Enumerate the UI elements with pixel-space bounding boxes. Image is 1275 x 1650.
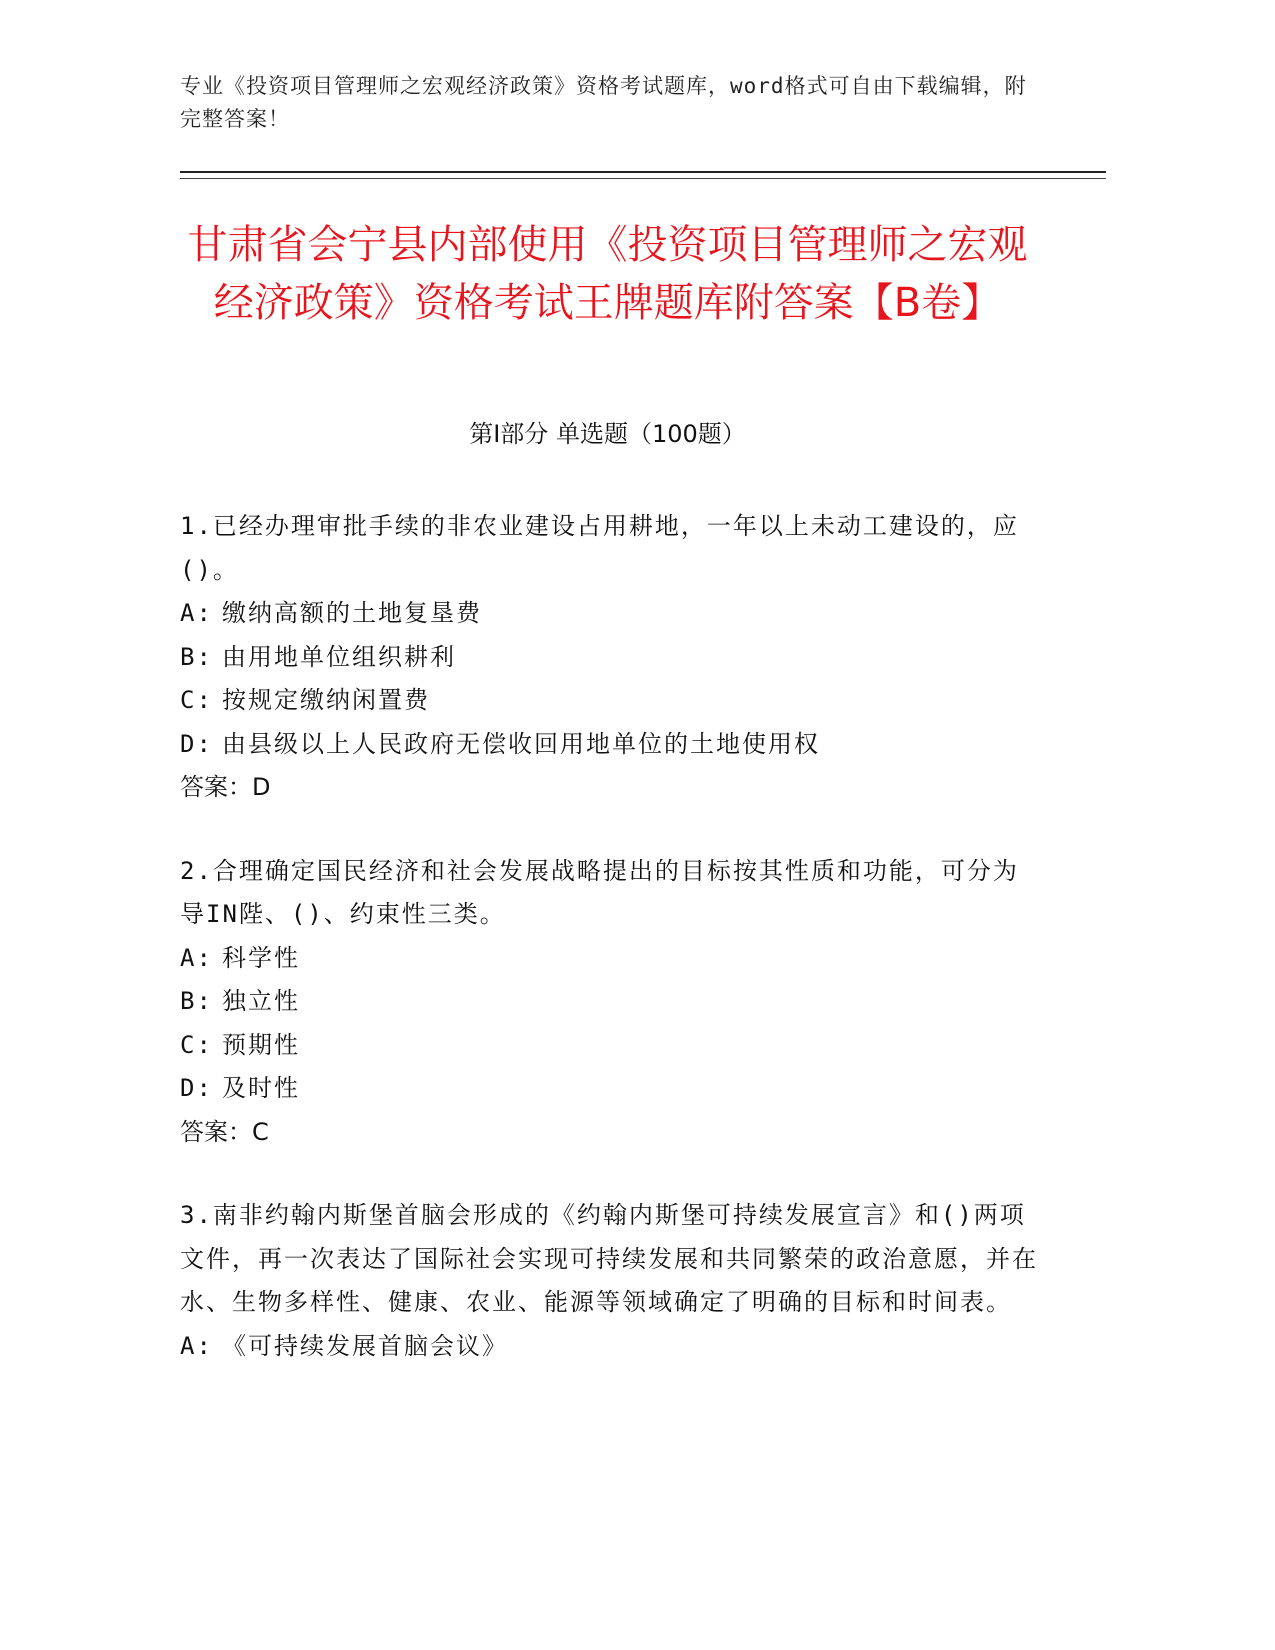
option-text: 及时性 bbox=[222, 1074, 300, 1102]
option-letter: C: bbox=[180, 1030, 213, 1059]
option-letter: B: bbox=[180, 642, 213, 671]
question-2 bbox=[180, 850, 1040, 1155]
option-d bbox=[180, 723, 1040, 767]
option-b bbox=[180, 980, 1040, 1024]
section-heading: 第I部分 单选题（100题） bbox=[469, 420, 746, 448]
header-divider-thick bbox=[180, 171, 1106, 173]
option-text: 由用地单位组织耕利 bbox=[222, 642, 456, 671]
answer-line: 答案：D bbox=[180, 773, 271, 801]
option-text: 独立性 bbox=[222, 987, 300, 1015]
question-3 bbox=[180, 1194, 1040, 1368]
question-1 bbox=[180, 505, 1040, 810]
option-letter: C: bbox=[180, 686, 213, 714]
option-a bbox=[180, 1325, 1040, 1369]
option-c bbox=[180, 1024, 1040, 1068]
option-text: 按规定缴纳闲置费 bbox=[222, 686, 430, 714]
question-list bbox=[180, 505, 1040, 1408]
option-a bbox=[180, 937, 1040, 981]
question-stem: 1.已经办理审批手续的非农业建设占用耕地，一年以上未动工建设的，应()。 bbox=[180, 512, 1019, 584]
option-b bbox=[180, 636, 1040, 680]
answer-line: 答案：C bbox=[180, 1117, 269, 1146]
document-title: 甘肃省会宁县内部使用《投资项目管理师之宏观经济政策》资格考试王牌题库附答案【B卷】 bbox=[187, 222, 1028, 326]
option-letter: D: bbox=[180, 1074, 213, 1102]
option-letter: A: bbox=[180, 1331, 213, 1360]
question-stem: 3.南非约翰内斯堡首脑会形成的《约翰内斯堡可持续发展宣言》和()两项文件，再一次表达了国际社会实现可持续发展和共同繁荣的政治意愿，并在水、生物多样性、健康、农业、能源等领域确定了明确的目标和时间表。 bbox=[180, 1201, 1038, 1316]
option-text: 科学性 bbox=[222, 943, 300, 972]
option-a bbox=[180, 592, 1040, 636]
option-text: 由县级以上人民政府无偿收回用地单位的土地使用权 bbox=[222, 729, 820, 758]
option-letter: A: bbox=[180, 943, 213, 972]
header-divider-thin bbox=[180, 178, 1106, 179]
option-text: 《可持续发展首脑会议》 bbox=[222, 1331, 508, 1360]
option-c bbox=[180, 679, 1040, 723]
option-letter: B: bbox=[180, 987, 213, 1015]
option-d bbox=[180, 1067, 1040, 1111]
option-text: 缴纳高额的土地复垦费 bbox=[222, 599, 482, 627]
option-text: 预期性 bbox=[222, 1030, 300, 1059]
option-letter: A: bbox=[180, 599, 213, 627]
question-stem: 2.合理确定国民经济和社会发展战略提出的目标按其性质和功能，可分为导IN陛、()、约束性三类。 bbox=[180, 856, 1019, 928]
option-letter: D: bbox=[180, 729, 213, 758]
header-note: 专业《投资项目管理师之宏观经济政策》资格考试题库，word格式可自由下载编辑，附完整答案！ bbox=[180, 74, 1027, 131]
